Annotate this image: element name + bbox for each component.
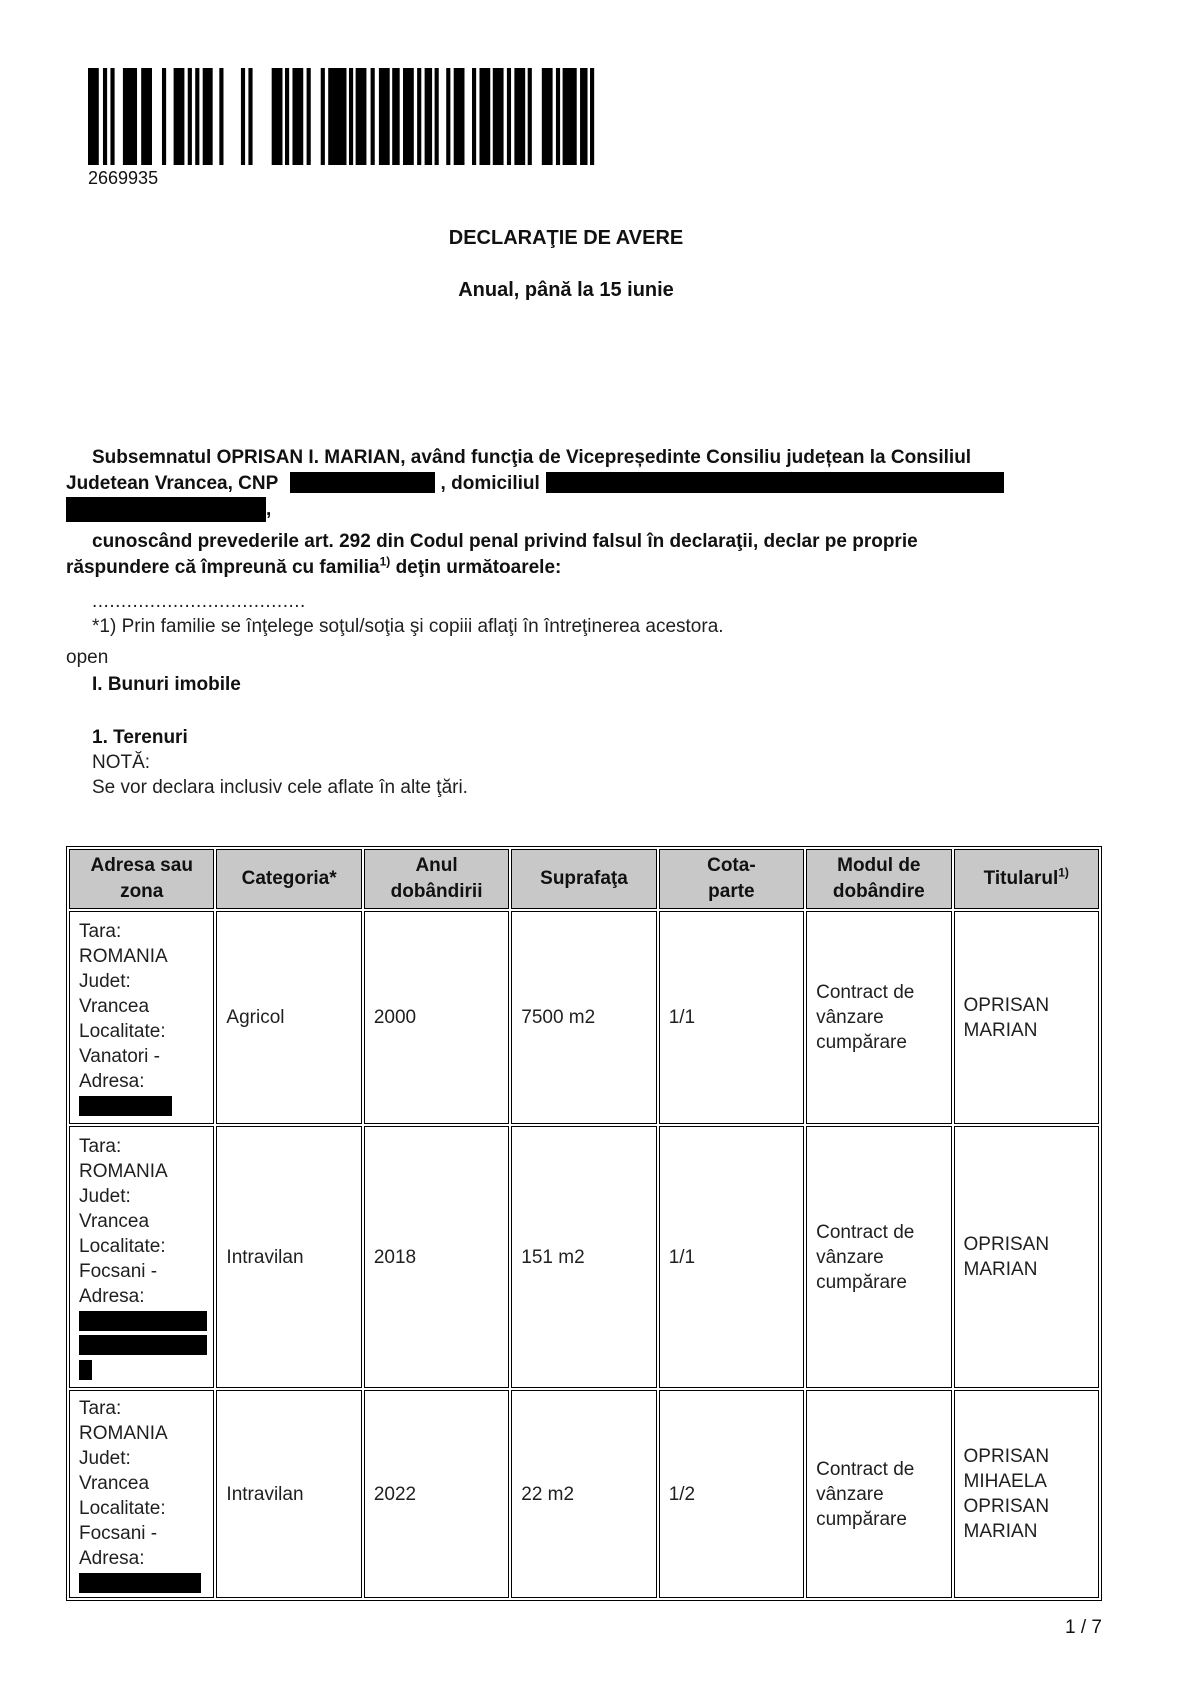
col-header-titular [954,849,1099,909]
redaction-bar [79,1335,207,1355]
table-row [69,1126,1099,1388]
intro-section [66,445,1190,800]
intro-line-4-text: cunoscând prevederile art. 292 din Codul penal privind falsul în declaraţii, declar pe proprie [92,531,918,552]
table-row [69,911,1099,1124]
col-header-modul: Modul de dobândire [806,849,951,909]
cell-categoria: Agricol [216,911,361,1124]
addr-line: Judet: [79,971,131,992]
cell-titular: OPRISAN MARIAN [954,1126,1099,1388]
addr-line: Judet: [79,1186,131,1207]
redaction-bar [79,1360,92,1380]
redaction-bar [79,1311,207,1331]
cell-anul: 2022 [364,1390,509,1598]
addr-line: Adresa: [79,1547,145,1569]
open-text: open [66,647,109,668]
document-subtitle: Anual, până la 15 iunie [458,279,674,301]
cell-titular: OPRISAN MARIAN [954,911,1099,1124]
redaction-bar [79,1096,172,1116]
intro-line-5-post: deţin următoarele: [390,557,562,578]
redaction-bar-address [66,497,266,522]
col-header-titular-text: Titularul [983,868,1059,889]
intro-line-4 [66,529,1190,555]
nota-text: Se vor declara inclusiv cele aflate în alte ţări. [92,777,468,798]
intro-line-1-text: Subsemnatul OPRISAN I. MARIAN, având funcţia de Vicepreședinte Consiliu județean la Consiliul [92,447,972,468]
addr-line: ROMANIA [79,1161,168,1182]
addr-line: Focsani - [79,1522,158,1544]
addr-line: Judet: [79,1447,131,1469]
col-header-anul: Anul dobândirii [364,849,509,909]
addr-line: Vanatori - [79,1046,160,1067]
header-row [69,849,1099,909]
cell-suprafata: 151 m2 [511,1126,656,1388]
addr-line: Localitate: [79,1236,166,1257]
dotted-line: ..................................... [92,591,306,612]
redaction-bar [79,1573,201,1593]
cell-anul: 2000 [364,911,509,1124]
addr-line: Tara: [79,1397,122,1419]
addr-line: Vrancea [79,996,150,1017]
intro-line-3 [66,497,1190,523]
addr-line: Vrancea [79,1472,150,1494]
addr-line: Adresa: [79,1071,145,1092]
page-number: 1 / 7 [1065,1617,1102,1638]
terenuri-table [66,846,1102,1601]
footnote-ref-1: 1) [379,554,391,569]
intro-line-2-mid: , domiciliul [440,473,540,494]
intro-line-1 [66,445,1190,471]
cell-suprafata: 22 m2 [511,1390,656,1598]
cell-cota: 1/1 [659,1126,804,1388]
addr-line: Tara: [79,921,122,942]
cell-mod: Contract de vânzare cumpărare [806,1390,951,1598]
intro-line-5-pre: răspundere că împreună cu familia [66,557,380,578]
cell-adresa [69,1126,214,1388]
addr-line: Tara: [79,1136,122,1157]
cell-mod: Contract de vânzare cumpărare [806,911,951,1124]
col-header-titular-sup: 1) [1058,865,1069,880]
col-header-categoria: Categoria* [216,849,361,909]
addr-line: Adresa: [79,1286,145,1307]
intro-line-5 [66,555,1190,581]
intro-line-3-suffix: , [266,499,272,520]
section-title-bunuri-imobile: I. Bunuri imobile [92,674,241,695]
col-header-cota-line1: Cota- [707,855,756,876]
document-title: DECLARAŢIE DE AVERE [448,227,684,249]
addr-line: Localitate: [79,1497,166,1519]
title-block [66,225,1066,303]
redaction-bar-cnp [290,472,435,493]
col-header-suprafata: Suprafaţa [511,849,656,909]
addr-line: Vrancea [79,1211,150,1232]
addr-line: Localitate: [79,1021,166,1042]
addr-line: Focsani - [79,1261,158,1282]
cell-adresa [69,911,214,1124]
cell-cota: 1/1 [659,911,804,1124]
col-header-adresa: Adresa sau zona [69,849,214,909]
terenuri-table-body [69,911,1099,1598]
redaction-bar-domiciliu [546,472,1004,493]
nota-label: NOTĂ: [92,752,151,773]
cell-mod: Contract de vânzare cumpărare [806,1126,951,1388]
col-header-cota [659,849,804,909]
terenuri-table-head [69,849,1099,909]
barcode-block [88,68,1190,189]
intro-line-2 [66,471,1190,497]
table-row [69,1390,1099,1598]
cell-categoria: Intravilan [216,1126,361,1388]
intro-line-2-pre: Judetean Vrancea, CNP [66,473,279,494]
cell-adresa [69,1390,214,1598]
col-header-cota-line2: parte [708,881,755,902]
barcode-icon [88,68,595,165]
footnote-text: *1) Prin familie se înţelege soţul/soţia şi copiii aflaţi în întreţinerea acestora. [92,616,724,637]
cell-categoria: Intravilan [216,1390,361,1598]
barcode-number: 2669935 [88,168,159,188]
subsection-title-terenuri: 1. Terenuri [92,727,188,748]
cell-suprafata: 7500 m2 [511,911,656,1124]
cell-anul: 2018 [364,1126,509,1388]
addr-line: ROMANIA [79,946,168,967]
cell-titular: OPRISAN MIHAELA OPRISAN MARIAN [954,1390,1099,1598]
cell-cota: 1/2 [659,1390,804,1598]
addr-line: ROMANIA [79,1422,168,1444]
